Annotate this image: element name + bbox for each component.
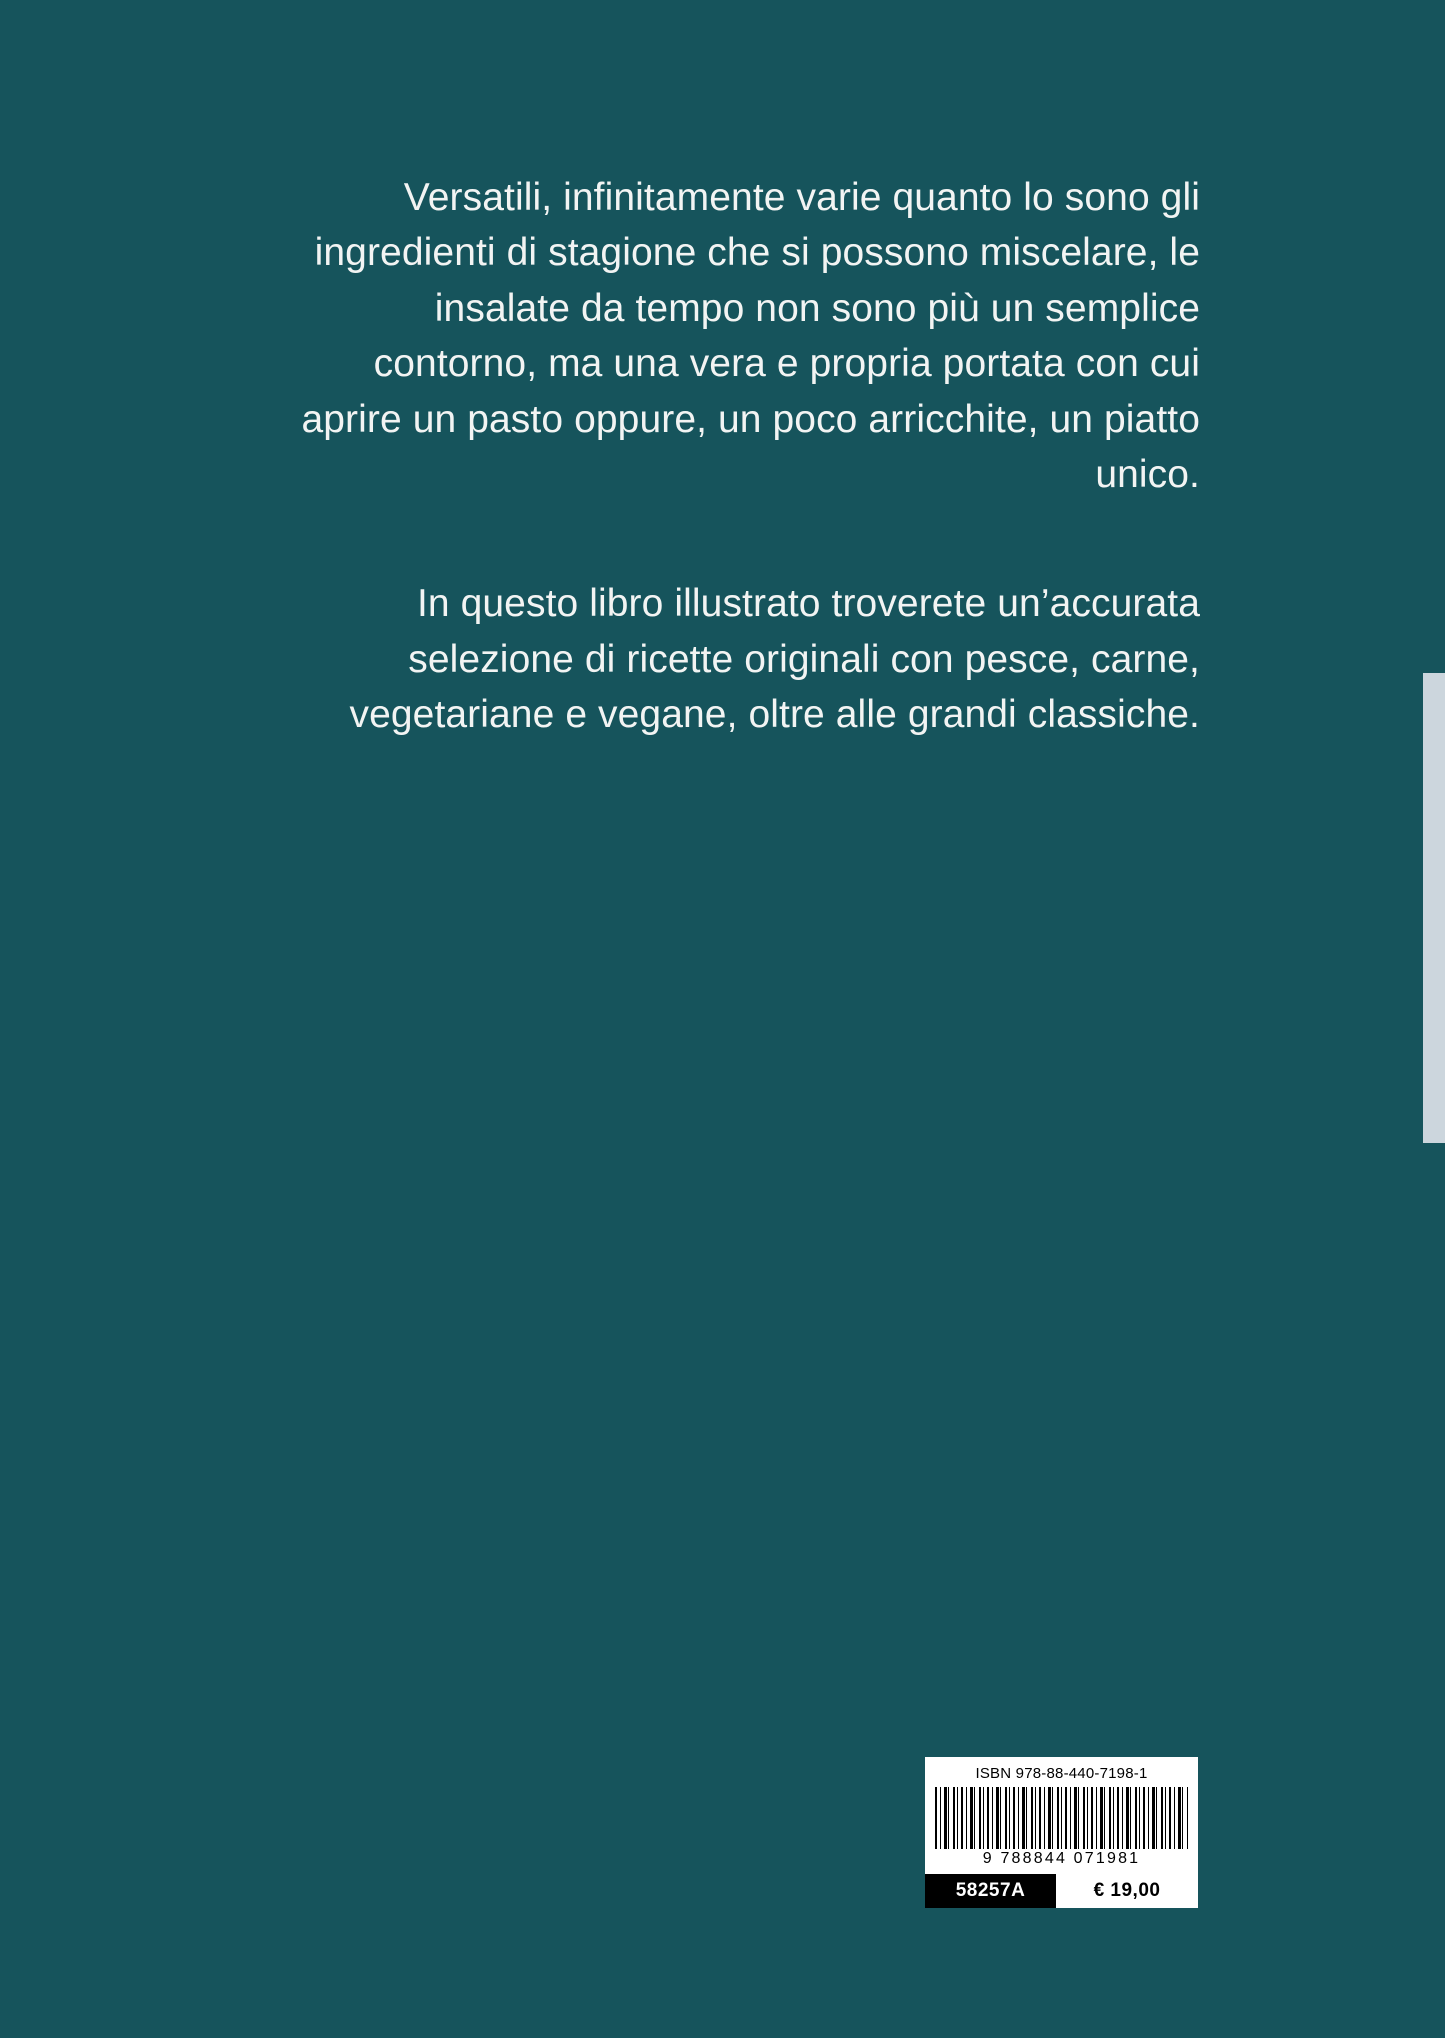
spine-strip (1423, 673, 1445, 1143)
barcode-inner (925, 1757, 1198, 1872)
product-code: 58257A (925, 1874, 1056, 1908)
isbn-label: ISBN 978-88-440-7198-1 (975, 1765, 1148, 1782)
back-cover-blurb (300, 170, 1200, 742)
barcode-bars (935, 1787, 1188, 1849)
barcode-digits: 9 788844 071981 (982, 1850, 1141, 1867)
price-row (925, 1872, 1198, 1908)
blurb-paragraph-2: In questo libro illustrato troverete un’accurata selezione di ricette originali con pesce, carne, vegetariane e vegane, oltre alle grandi classiche. (349, 582, 1200, 736)
blurb-paragraph-1: Versatili, infinitamente varie quanto lo sono gli ingredienti di stagione che si possono miscelare, le insalate da tempo non sono più un semplice contorno, ma una vera e propria portata con cui aprire un pasto oppure, un poco arricchite, un piatto unico. (301, 176, 1200, 496)
price-value: € 19,00 (1056, 1874, 1198, 1908)
barcode-block (925, 1757, 1198, 1908)
